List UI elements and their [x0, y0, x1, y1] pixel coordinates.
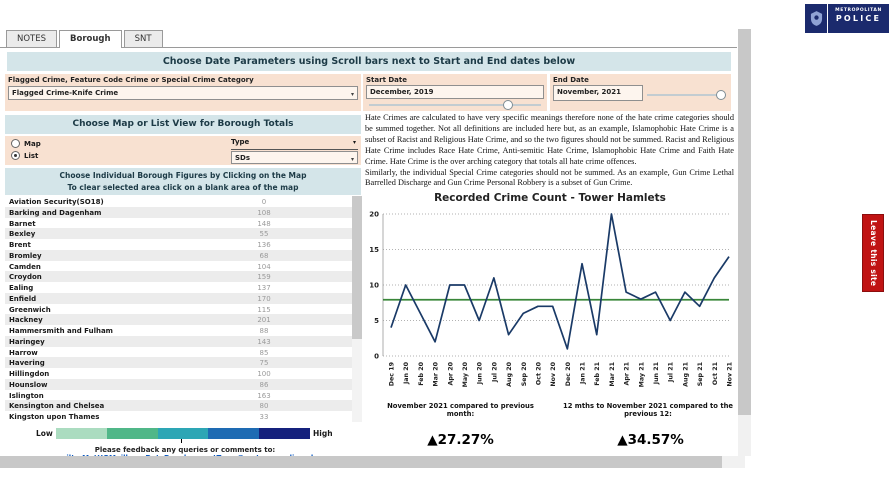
borough-value: 100	[257, 370, 271, 378]
end-date-value: November, 2021	[557, 88, 622, 96]
svg-text:Apr 21: Apr 21	[623, 362, 631, 386]
borough-value: 163	[257, 391, 271, 400]
list-radio-label: List	[24, 151, 39, 160]
borough-list-scrollbar[interactable]	[352, 196, 362, 422]
borough-name: Hillingdon	[9, 370, 50, 378]
start-date-input[interactable]	[366, 85, 544, 99]
start-date-slider-thumb[interactable]	[503, 100, 513, 110]
feedback-text: Please feedback any queries or comments to:	[94, 446, 276, 454]
list-radio-option[interactable]	[11, 151, 38, 160]
list-item[interactable]	[5, 196, 352, 207]
borough-name: Hammersmith and Fulham	[9, 327, 113, 335]
start-date-panel	[363, 74, 547, 111]
borough-name: Greenwich	[9, 305, 51, 314]
map-instructions-line2: To clear selected area click on a blank area of the map	[67, 183, 299, 192]
list-item[interactable]	[5, 228, 352, 239]
borough-value: 108	[257, 208, 271, 217]
vertical-scrollbar-thumb[interactable]	[738, 29, 751, 415]
recorded-crime-line-chart	[363, 210, 735, 396]
list-item[interactable]	[5, 250, 352, 261]
svg-text:Sep 21: Sep 21	[697, 362, 705, 387]
svg-text:Jan 21: Jan 21	[579, 362, 587, 385]
list-item[interactable]	[5, 282, 352, 293]
svg-text:Jun 20: Jun 20	[476, 362, 484, 385]
svg-text:Jul 21: Jul 21	[667, 362, 675, 382]
borough-value: 85	[259, 348, 269, 357]
svg-text:Nov 20: Nov 20	[550, 362, 558, 387]
svg-text:Aug 20: Aug 20	[506, 362, 514, 387]
list-item[interactable]	[5, 207, 352, 218]
borough-name: Islington	[9, 391, 44, 400]
svg-text:5: 5	[374, 317, 379, 325]
end-date-input[interactable]	[553, 85, 643, 101]
map-radio-label: Map	[24, 139, 41, 148]
borough-value: 104	[257, 262, 271, 271]
list-item[interactable]	[5, 379, 352, 390]
borough-value: 55	[259, 230, 269, 239]
svg-text:May 20: May 20	[461, 362, 469, 388]
legend-color-block	[208, 428, 259, 439]
date-parameters-header: Choose Date Parameters using Scroll bars next to Start and End dates below	[7, 52, 731, 71]
legend-low-label: Low	[36, 429, 53, 438]
horizontal-scrollbar[interactable]	[0, 456, 745, 468]
tab-bar	[0, 30, 737, 48]
svg-text:Dec 20: Dec 20	[564, 362, 572, 387]
svg-text:0: 0	[374, 352, 379, 361]
type-select-value: SDs	[235, 154, 251, 162]
legend-color-block	[259, 428, 310, 439]
svg-text:Dec 19: Dec 19	[388, 362, 396, 387]
borough-name: Barking and Dagenham	[9, 208, 102, 217]
year-comparison-value	[588, 432, 713, 448]
svg-text:Oct 20: Oct 20	[535, 362, 543, 386]
svg-text:20: 20	[369, 210, 379, 219]
type-select[interactable]	[231, 151, 358, 164]
list-item[interactable]	[5, 314, 352, 325]
type-label-text: Type	[231, 138, 250, 146]
svg-text:May 21: May 21	[638, 362, 646, 388]
borough-value: 170	[257, 294, 271, 303]
chevron-down-icon: ▾	[350, 91, 354, 98]
chevron-down-icon: ▾	[350, 156, 354, 163]
month-comparison-label: November 2021 compared to previous month:	[387, 402, 534, 418]
legend-tick-mark	[181, 439, 182, 443]
borough-value: 0	[261, 198, 267, 206]
end-date-slider-thumb[interactable]	[716, 90, 726, 100]
vertical-scrollbar[interactable]	[738, 29, 751, 456]
list-item[interactable]	[5, 368, 352, 379]
svg-text:Oct 21: Oct 21	[711, 362, 719, 386]
crime-category-panel	[5, 74, 361, 111]
hate-crime-notes	[365, 113, 734, 189]
map-instructions-line1: Choose Individual Borough Figures by Clicking on the Map	[59, 171, 307, 180]
borough-name: Bromley	[9, 251, 42, 260]
list-item[interactable]	[5, 239, 352, 250]
list-item[interactable]	[5, 357, 352, 368]
borough-name: Haringey	[9, 337, 45, 346]
year-comparison-label: 12 mths to November 2021 compared to the previous 12:	[562, 402, 734, 418]
borough-name: Hounslow	[9, 380, 48, 389]
svg-text:Feb 21: Feb 21	[594, 362, 602, 386]
borough-name: Barnet	[9, 219, 36, 228]
list-item[interactable]	[5, 304, 352, 315]
borough-name: Hackney	[9, 316, 43, 325]
borough-name: Enfield	[9, 294, 37, 303]
logo-text-metropolitan: METROPOLITAN	[835, 8, 882, 13]
met-police-logo	[805, 4, 889, 33]
legend-high-label: High	[313, 429, 333, 438]
borough-value: 68	[259, 251, 269, 260]
borough-value: 33	[259, 413, 269, 421]
list-item[interactable]	[5, 411, 352, 422]
svg-text:Jan 20: Jan 20	[403, 362, 411, 385]
radio-unchecked-icon[interactable]	[11, 139, 20, 148]
view-section-header: Choose Map or List View for Borough Totals	[5, 115, 361, 134]
svg-text:Feb 20: Feb 20	[417, 362, 425, 386]
svg-text:Aug 21: Aug 21	[682, 362, 690, 387]
end-date-slider-track[interactable]	[647, 94, 726, 96]
svg-text:15: 15	[369, 246, 379, 254]
legend-color-block	[107, 428, 158, 439]
list-item[interactable]	[5, 261, 352, 272]
borough-value: 159	[257, 273, 271, 282]
legend-color-block	[158, 428, 209, 439]
type-dropdown-label[interactable]	[231, 138, 358, 150]
start-date-label: Start Date	[366, 76, 407, 84]
list-item[interactable]	[5, 400, 352, 411]
borough-value: 136	[257, 241, 271, 249]
borough-name: Bexley	[9, 230, 36, 239]
borough-name: Kingston upon Thames	[9, 413, 100, 421]
svg-text:Jul 20: Jul 20	[491, 362, 499, 382]
list-item[interactable]	[5, 325, 352, 336]
list-item[interactable]	[5, 336, 352, 347]
list-item[interactable]	[5, 218, 352, 229]
borough-name: Havering	[9, 359, 45, 368]
list-item[interactable]	[5, 390, 352, 401]
chart-title: Recorded Crime Count - Tower Hamlets	[434, 192, 666, 204]
month-comparison-percent: 27.27%	[437, 432, 494, 448]
borough-value: 137	[257, 284, 271, 292]
legend-gradient-bar	[56, 428, 310, 439]
crime-category-value: Flagged Crime-Knife Crime	[12, 89, 119, 97]
svg-text:Apr 20: Apr 20	[447, 362, 455, 386]
svg-text:Jun 21: Jun 21	[653, 362, 661, 385]
crime-category-select[interactable]	[8, 86, 358, 100]
view-options-panel	[5, 136, 361, 165]
borough-name: Harrow	[9, 348, 38, 357]
borough-name: Camden	[9, 262, 41, 271]
up-arrow-icon: ▲	[427, 432, 438, 448]
borough-list	[5, 196, 352, 422]
year-comparison-percent: 34.57%	[627, 432, 684, 448]
end-date-panel	[550, 74, 731, 111]
horizontal-scrollbar-thumb[interactable]	[0, 456, 722, 468]
borough-name: Croydon	[9, 273, 42, 282]
borough-value: 80	[259, 402, 269, 411]
list-item[interactable]	[5, 347, 352, 358]
borough-name: Kensington and Chelsea	[9, 402, 105, 411]
start-date-slider-track[interactable]	[369, 104, 541, 106]
tab-notes[interactable]: NOTES	[6, 30, 57, 47]
borough-name: Brent	[9, 241, 31, 249]
notes-paragraph-2: Similarly, the individual Special Crime categories should not be summed. As an example, Gun Crime Lethal Barrelled Discharge and Gun Crime Personal Robbery is a subset of Gun Crime.	[365, 167, 734, 188]
met-crest-icon	[805, 4, 828, 33]
borough-list-scrollbar-thumb[interactable]	[352, 196, 362, 339]
svg-text:Mar 20: Mar 20	[432, 362, 440, 387]
start-date-value: December, 2019	[370, 88, 434, 96]
borough-value: 115	[257, 305, 271, 314]
borough-value: 143	[257, 337, 271, 346]
tab-snt[interactable]: SNT	[124, 30, 163, 47]
map-instructions	[5, 168, 361, 195]
notes-paragraph-1: Hate Crimes are calculated to have very specific meanings therefore none of the hate crime categories should be summed together. Not all definitions are included here but, as an example, Islamophobic Hate Crime is a subset of Racist and Religious Hate Crime, and so the two figures should not be summed. Racist and Religious Hate Crime includes Race Hate Crime, Anti-semitic Hate Crime, Islamophobic Hate Crime and Faith Hate Crime. Hate Crime is the over arching category that totals all hate crime offences.	[365, 113, 734, 166]
end-date-label: End Date	[553, 76, 589, 84]
borough-value: 86	[259, 380, 269, 389]
map-radio-option[interactable]	[11, 139, 41, 148]
borough-value: 75	[259, 359, 269, 368]
logo-text-police: POLICE	[835, 14, 882, 23]
leave-this-site-button[interactable]: Leave this site	[862, 214, 884, 292]
borough-value: 88	[259, 327, 269, 335]
legend-color-block	[56, 428, 107, 439]
svg-text:Sep 20: Sep 20	[520, 362, 528, 387]
svg-text:Nov 21: Nov 21	[726, 362, 734, 387]
up-arrow-icon: ▲	[617, 432, 628, 448]
chevron-down-icon: ▾	[352, 139, 356, 146]
svg-text:10: 10	[369, 281, 379, 290]
borough-name: Aviation Security(SO18)	[9, 198, 104, 206]
tab-borough[interactable]: Borough	[59, 30, 122, 48]
borough-value: 201	[257, 316, 271, 325]
list-item[interactable]	[5, 293, 352, 304]
crime-category-label: Flagged Crime, Feature Code Crime or Special Crime Category	[8, 76, 254, 84]
list-item[interactable]	[5, 271, 352, 282]
month-comparison-value	[398, 432, 523, 448]
borough-name: Ealing	[9, 284, 34, 292]
radio-checked-icon[interactable]	[11, 151, 20, 160]
borough-value: 148	[257, 219, 271, 228]
svg-text:Mar 21: Mar 21	[608, 362, 616, 387]
